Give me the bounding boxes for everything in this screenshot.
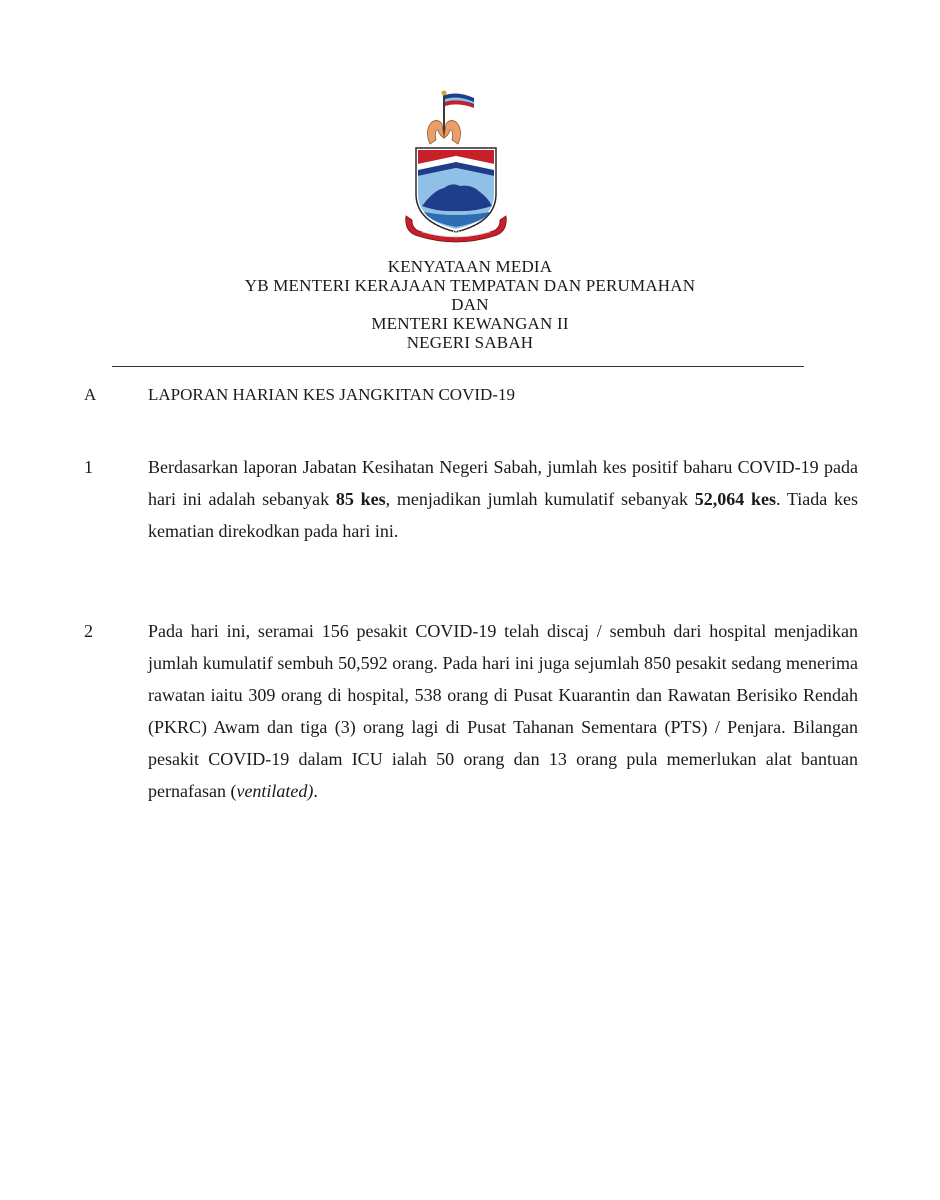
- crest-motto: SABAH MAJU JAYA: [432, 231, 480, 237]
- header-title: KENYATAAN MEDIA: [387, 257, 553, 276]
- ventilated-term: ventilated): [236, 781, 314, 801]
- header-divider: [112, 366, 804, 367]
- section-title: LAPORAN HARIAN KES JANGKITAN COVID-19: [148, 385, 515, 404]
- header-finance-minister-title: MENTERI KEWANGAN II: [371, 314, 569, 333]
- section-label: A: [84, 385, 97, 404]
- paragraph-body: [148, 451, 858, 547]
- sabah-crest-logo: [400, 86, 512, 248]
- paragraph-text: .: [313, 781, 318, 801]
- paragraph-number: 2: [84, 621, 93, 641]
- header-state: NEGERI SABAH: [406, 333, 534, 352]
- header-minister-title: YB MENTERI KERAJAAN TEMPATAN DAN PERUMAHAN: [244, 276, 696, 295]
- new-cases-value: 85 kes: [335, 489, 386, 509]
- press-release-header: [100, 257, 840, 352]
- paragraph-number: 1: [84, 457, 93, 477]
- paragraph-text: . Tiada kes kematian direkodkan pada hari ini.: [148, 489, 858, 541]
- header-conjunction: DAN: [451, 295, 489, 314]
- paragraph-text: Berdasarkan laporan Jabatan Kesihatan Negeri Sabah, jumlah kes positif baharu COVID-19 pada hari ini adalah sebanyak: [148, 457, 858, 509]
- paragraph-body: [148, 615, 858, 807]
- paragraph-text: , menjadikan jumlah kumulatif sebanyak: [385, 489, 695, 509]
- cumulative-cases-value: 52,064 kes: [694, 489, 776, 509]
- paragraph-text: Pada hari ini, seramai 156 pesakit COVID-19 telah discaj / sembuh dari hospital menjadikan jumlah kumulatif sembuh 50,592 orang. Pada hari ini juga sejumlah 850 pesakit sedang menerima rawatan iaitu 309 orang di hospital, 538 orang di Pusat Kuarantin dan Rawatan Berisiko Rendah (PKRC) Awam dan tiga (3) orang lagi di Pusat Tahanan Sementara (PTS) / Penjara. Bilangan pesakit COVID-19 dalam ICU ialah 50 orang dan 13 orang pula memerlukan alat bantuan pernafasan (: [148, 621, 858, 801]
- crest-emblem-icon: [400, 86, 512, 248]
